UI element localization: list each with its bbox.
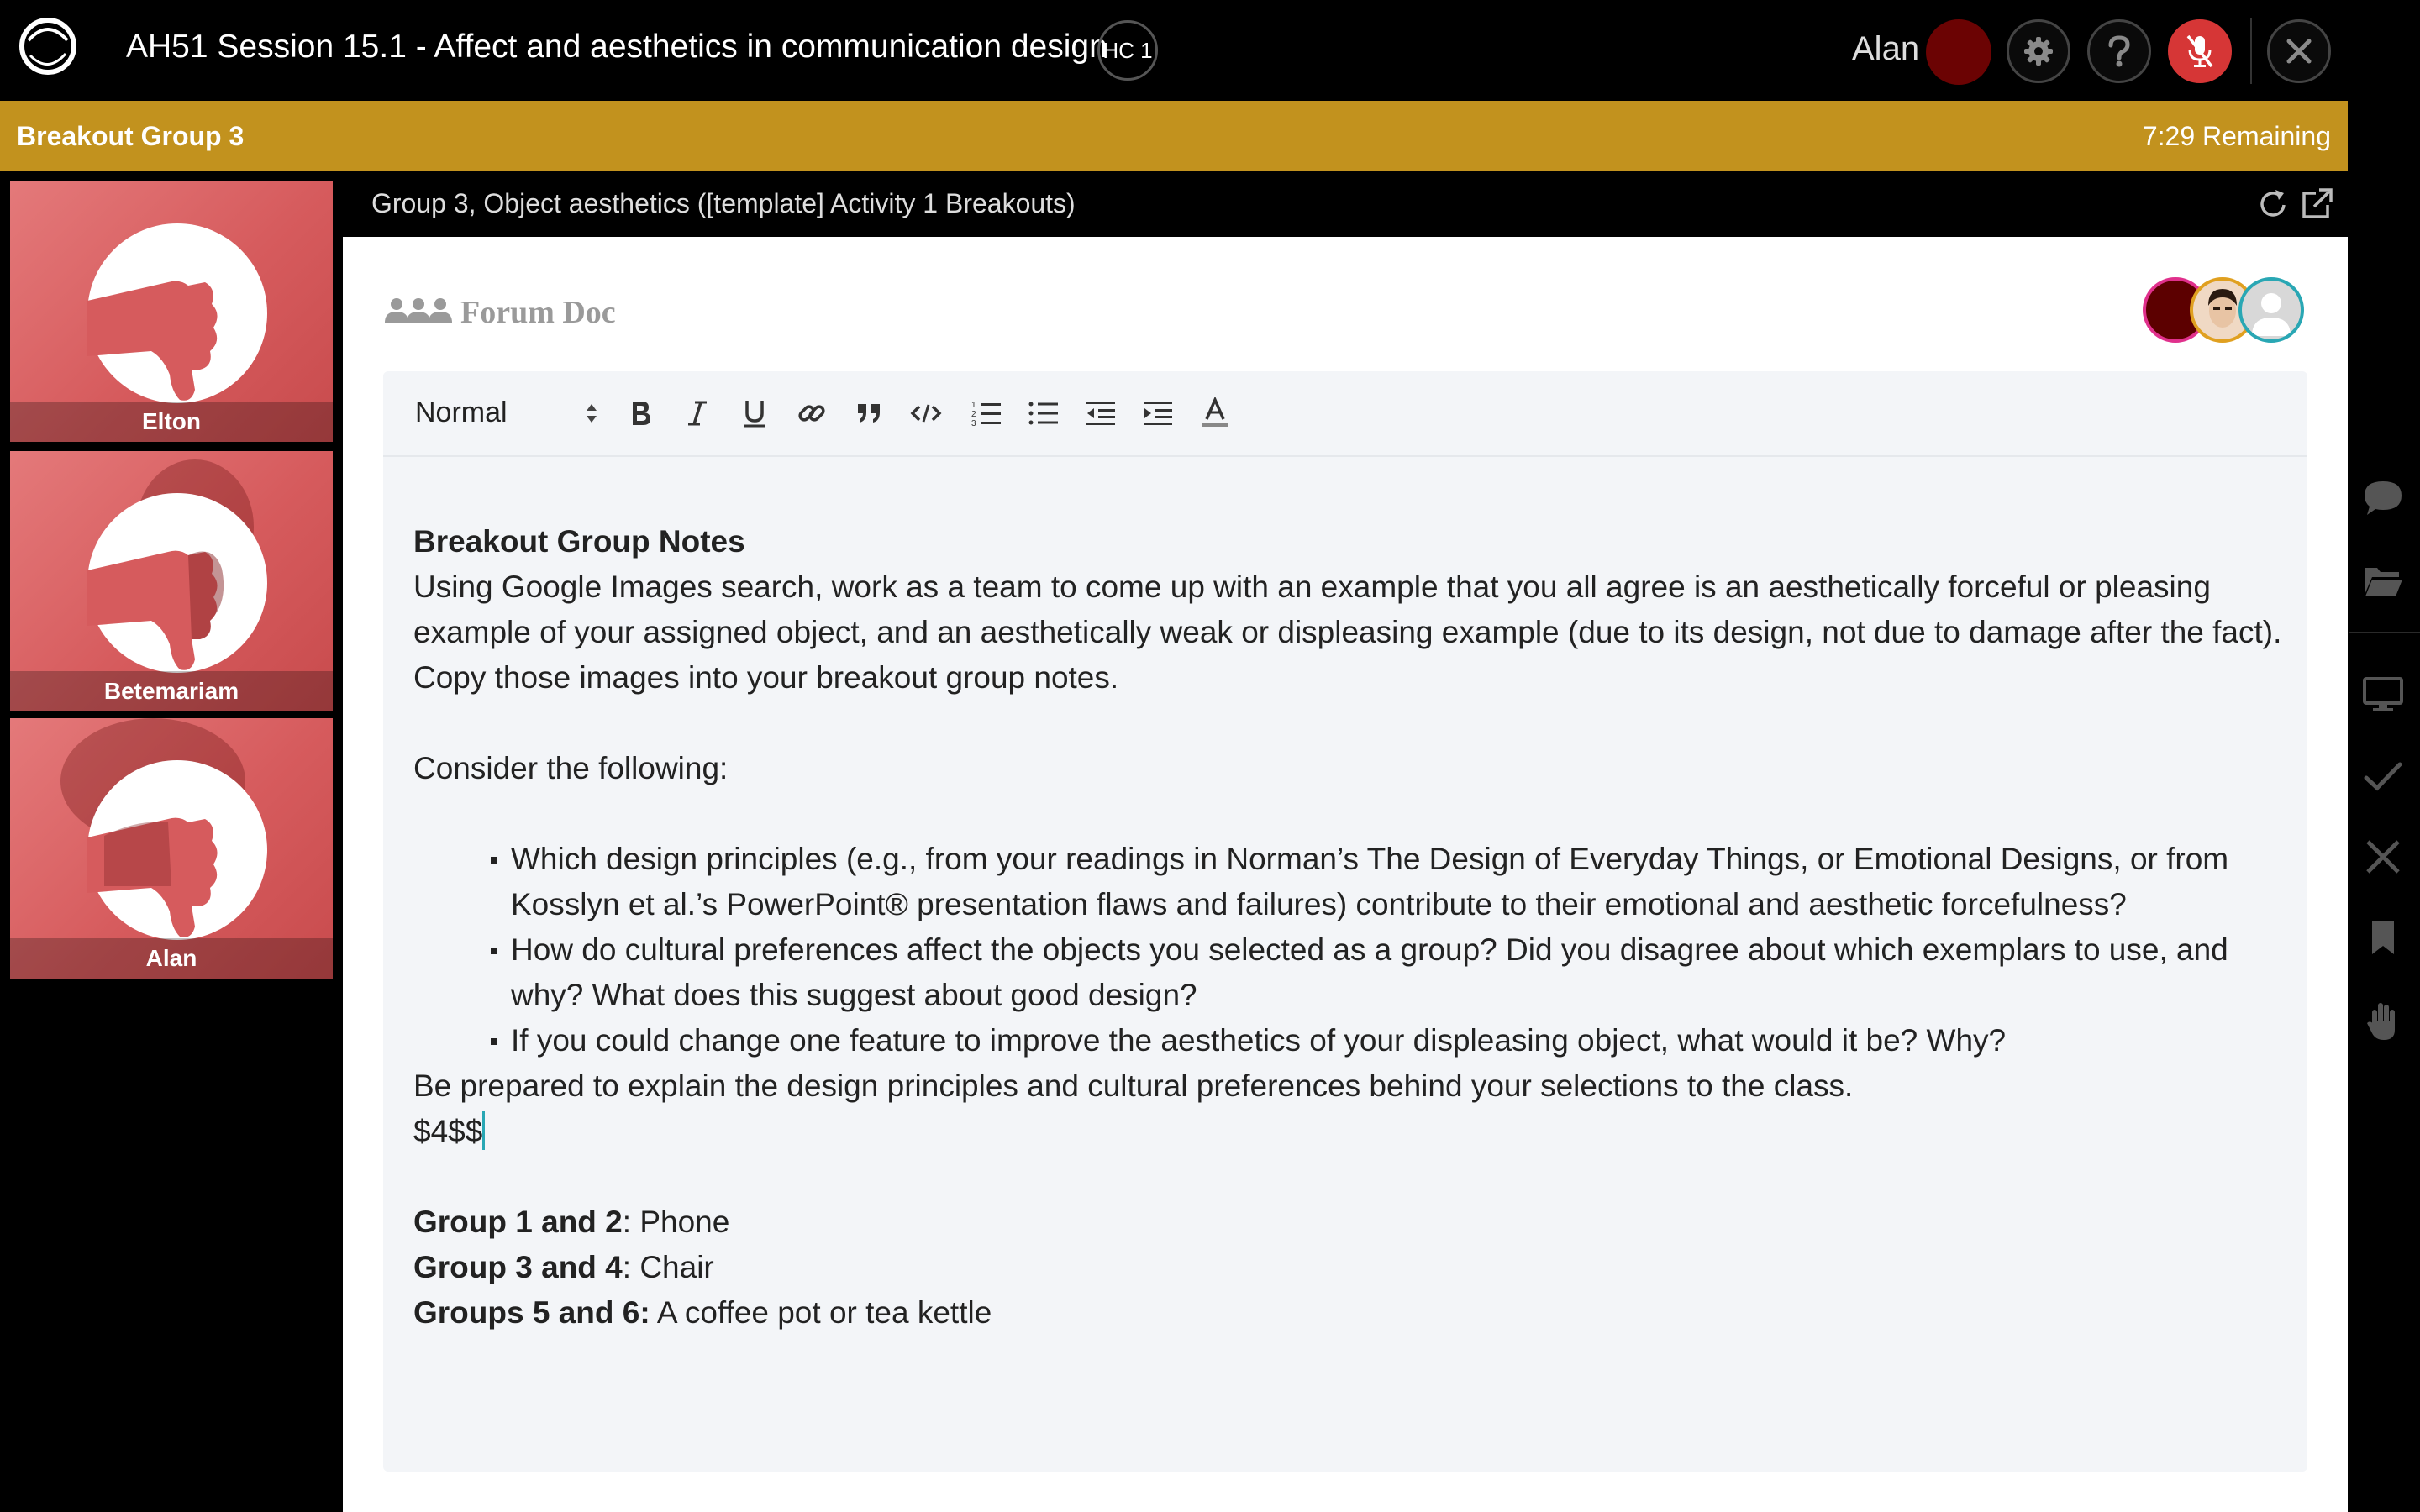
code-icon [910,401,942,426]
toolbar-divider [2250,18,2252,84]
session-title: AH51 Session 15.1 - Affect and aesthetics in communication design [126,29,1107,65]
underline-icon [742,398,767,428]
participant-tile-elton[interactable] [10,181,333,442]
group-icon [385,296,452,333]
participant-name: Alan [10,938,333,979]
question-icon [2104,34,2134,68]
group-assignment [413,1245,2287,1290]
text-style-select[interactable] [415,396,600,430]
notes-prepared: Be prepared to explain the design principles and cultural preferences behind your selections to the class. [413,1068,1854,1103]
svg-text:3: 3 [971,419,976,428]
collaborator-avatar[interactable] [2238,277,2304,343]
group-object: A coffee pot or tea kettle [656,1295,992,1330]
bold-icon [628,399,653,428]
chat-icon[interactable] [2361,476,2405,520]
notes-consider: Consider the following: [413,751,729,785]
blank-line [413,1154,2287,1200]
help-button[interactable] [2087,19,2151,83]
participant-name: Elton [10,402,333,442]
text-cursor [482,1111,485,1150]
group-object: Chair [639,1250,714,1284]
raise-hand-icon[interactable] [2361,999,2405,1042]
notes-heading: Breakout Group Notes [413,524,745,559]
code-button[interactable] [906,393,946,433]
editor-content[interactable] [413,519,2287,1336]
screen-share-icon[interactable] [2361,673,2405,717]
typed-text: $4$$ [413,1114,483,1148]
link-button[interactable] [792,393,832,433]
link-icon [797,398,827,428]
doc-header [343,171,2348,237]
indent-icon [1142,399,1174,428]
top-bar [0,0,2420,101]
breakout-bar [0,101,2348,171]
group-label: Groups 5 and 6: [413,1295,650,1330]
ordered-list-icon [971,398,1002,428]
ordered-list-button[interactable] [966,393,1007,433]
bold-button[interactable] [620,393,660,433]
list-item: If you could change one feature to improve the aesthetics of your displeasing object, what would it be? Why? [511,1018,2287,1063]
blank-line [413,701,2287,746]
leave-session-button[interactable] [2267,19,2331,83]
indent-button[interactable] [1138,393,1178,433]
group-label: Group 1 and 2 [413,1205,623,1239]
typed-line [413,1109,2287,1154]
avatar[interactable] [1926,19,1991,85]
open-external-icon[interactable] [2299,186,2334,222]
thumbs-down-icon [87,493,267,673]
dismiss-icon[interactable] [2361,835,2405,879]
mute-toggle-button[interactable] [2168,19,2232,83]
participant-tile-alan[interactable] [10,718,333,979]
group-object: Phone [639,1205,730,1239]
group-separator: : [622,1205,640,1239]
rich-text-editor[interactable] [383,371,2307,1472]
list-item: Which design principles (e.g., from your readings in Norman’s The Design of Everyday Things, or Emotional Designs, or from Kosslyn et al.’s PowerPoint® presentation flaws and failures) contribute to their emotional and aesthetic forcefulness? [511,837,2287,927]
breakout-group-name: Breakout Group 3 [17,121,245,151]
settings-button[interactable] [2007,19,2070,83]
participant-name: Betemariam [10,671,333,711]
breakout-timer: 7:29 Remaining [2142,121,2331,151]
mic-off-icon [2183,33,2217,70]
outdent-button[interactable] [1081,393,1121,433]
app-logo-icon [17,15,79,77]
underline-button[interactable] [734,393,775,433]
text-color-button[interactable] [1195,393,1235,433]
bullet-list-button[interactable] [1023,393,1064,433]
rail-divider [2349,632,2420,633]
doc-title: Group 3, Object aesthetics ([template] Activity 1 Breakouts) [371,188,1076,218]
forum-doc-label: Forum Doc [460,295,616,330]
group-separator: : [622,1250,640,1284]
text-color-icon [1200,397,1230,429]
text-style-value: Normal [415,396,508,428]
notes-bullet-list [413,837,2287,1063]
italic-button[interactable] [677,393,718,433]
course-badge[interactable]: HC 1 [1097,20,1158,81]
group-separator [650,1295,657,1330]
svg-text:1: 1 [971,401,976,410]
blockquote-button[interactable] [849,393,889,433]
refresh-icon[interactable] [2255,186,2291,222]
list-item: How do cultural preferences affect the objects you selected as a group? Did you disagree about which exemplars to use, and why? What does this suggest about good design? [511,927,2287,1018]
group-assignment [413,1290,2287,1336]
select-arrows-icon [583,400,600,434]
quote-icon [855,401,882,426]
folder-icon[interactable] [2361,559,2405,602]
svg-text:2: 2 [971,410,976,419]
thumbs-down-icon [87,223,267,403]
editor-toolbar [383,371,2307,457]
group-label: Group 3 and 4 [413,1250,623,1284]
group-assignment [413,1200,2287,1245]
user-name: Alan [1852,30,1920,67]
thumbs-down-icon [87,760,267,940]
bookmark-icon[interactable] [2361,916,2405,959]
gear-icon [2022,34,2055,68]
italic-icon [685,399,710,428]
forum-doc-panel [343,237,2348,1512]
bullet-list-icon [1028,398,1060,428]
participant-tile-betemariam[interactable] [10,451,333,711]
outdent-icon [1085,399,1117,428]
checkmark-icon[interactable] [2361,754,2405,798]
blank-line [413,791,2287,837]
notes-intro: Using Google Images search, work as a team to come up with an example that you all agree is an aesthetically forceful or pleasing example of your assigned object, and an aesthetically weak or displeasing example (due to its design, not due to damage after the fact). Copy those images into your breakout group notes. [413,570,2282,695]
close-icon [2284,36,2314,66]
